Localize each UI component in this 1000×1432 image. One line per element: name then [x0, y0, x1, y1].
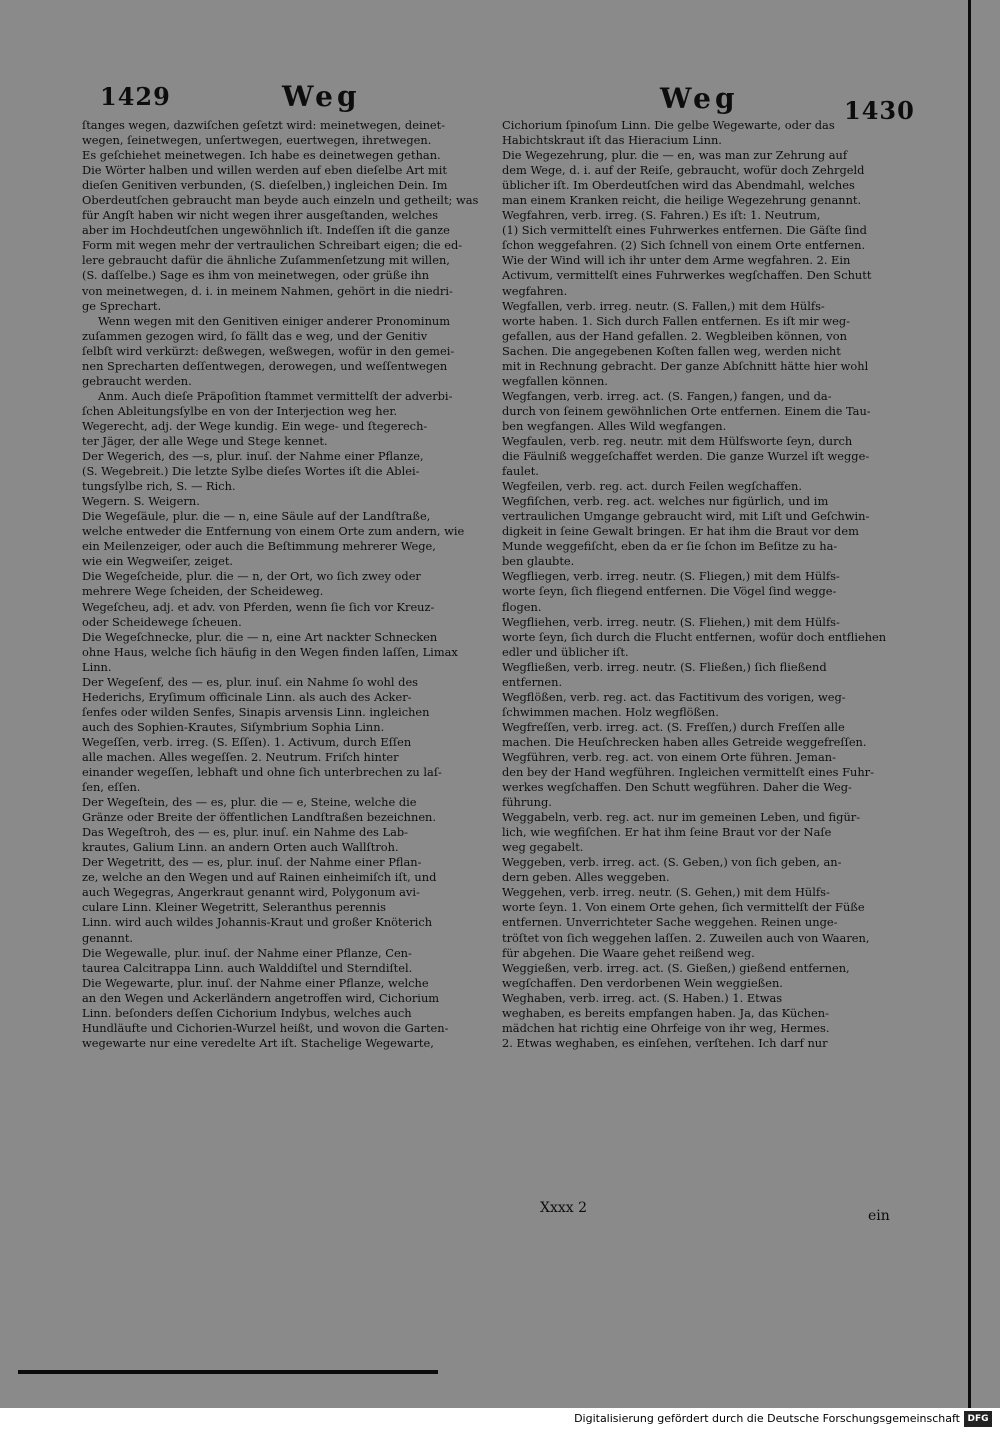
text-line: ge Sprechart.	[82, 298, 162, 313]
text-line: für abgehen. Die Waare gehet reißend weg.	[502, 945, 755, 960]
footer-credit: Digitalisierung gefördert durch die Deutsche Forschungsgemeinschaft	[574, 1412, 960, 1425]
text-line: Linn. beſonders deſſen Cichorium Indybus, welches auch	[82, 1005, 412, 1020]
text-line: Wegeſcheu, adj. et adv. von Pferden, wenn ſie ſich vor Kreuz-	[82, 599, 435, 614]
text-line: Es geſchiehet meinetwegen. Ich habe es deinetwegen gethan.	[82, 148, 441, 163]
text-line: ſchen Ableitungsſylbe en von der Interjection weg her.	[82, 403, 398, 418]
text-line: Linn.	[82, 659, 112, 674]
text-line: gefallen, aus der Hand gefallen. 2. Wegbleiben können, von	[502, 328, 847, 343]
text-line: von meinetwegen, d. i. in meinem Nahmen, gehört in die niedri-	[82, 283, 453, 298]
right-page-number: 1430	[844, 96, 915, 125]
text-line: worte haben. 1. Sich durch Fallen entfernen. Es iſt mir weg-	[502, 313, 851, 328]
text-line: lere gebraucht dafür die ähnliche Zuſammenſetzung mit willen,	[82, 253, 450, 268]
text-line: Die Wegeſäule, plur. die — n, eine Säule auf der Landſtraße,	[82, 509, 431, 524]
text-line: mit in Rechnung gebracht. Der ganze Abſchnitt hätte hier wohl	[502, 358, 869, 373]
text-line: edler und üblicher iſt.	[502, 644, 629, 659]
text-line: worte ſeyn, ſich durch die Flucht entfernen, wofür doch entfliehen	[502, 629, 887, 644]
text-line: entfernen.	[502, 674, 563, 689]
text-line: wegfahren.	[502, 283, 568, 298]
text-line: üblicher iſt. Im Oberdeutſchen wird das Abendmahl, welches	[502, 178, 855, 193]
text-line: culare Linn. Kleiner Wegetritt, Seleranthus perennis	[82, 900, 386, 915]
text-line: Wegflößen, verb. reg. act. das Factitivum des vorigen, weg-	[502, 689, 846, 704]
text-line: wegewarte nur eine veredelte Art iſt. Stachelige Wegewarte,	[82, 1035, 434, 1050]
text-line: zuſammen gezogen wird, ſo fällt das e weg, und der Genitiv	[82, 328, 428, 343]
text-line: führung.	[502, 795, 552, 810]
text-line: ſelbſt wird verkürzt: deßwegen, weßwegen, wofür in den gemei-	[82, 343, 455, 358]
right-running-head: Weg	[660, 82, 739, 115]
text-line: gebraucht werden.	[82, 373, 192, 388]
text-line: Weghaben, verb. irreg. act. (S. Haben.) 1. Etwas	[502, 990, 783, 1005]
text-line: ſen, eſſen.	[82, 780, 141, 795]
text-line: Activum, vermittelſt eines Fuhrwerkes wegſchaffen. Den Schutt	[502, 268, 872, 283]
text-line: worte ſeyn. 1. Von einem Orte gehen, ſich vermittelſt der Füße	[502, 900, 865, 915]
text-line: wegſchaffen. Den verdorbenen Wein weggießen.	[502, 975, 783, 990]
text-line: 2. Etwas weghaben, es einſehen, verſtehen. Ich darf nur	[502, 1035, 828, 1050]
text-line: Weggehen, verb. irreg. neutr. (S. Gehen,) mit dem Hülfs-	[502, 885, 830, 900]
text-line: ſchwimmen machen. Holz wegflößen.	[502, 704, 719, 719]
text-line: für Angſt haben wir nicht wegen ihrer ausgeſtanden, welches	[82, 208, 439, 223]
text-line: dern geben. Alles weggeben.	[502, 870, 670, 885]
text-line: entfernen. Unverrichteter Sache weggehen. Reinen unge-	[502, 915, 838, 930]
text-line: Weggeben, verb. irreg. act. (S. Geben,) von ſich geben, an-	[502, 855, 842, 870]
text-line: an den Wegen und Ackerländern angetroffen wird, Cichorium	[82, 990, 440, 1005]
text-line: mehrere Wege ſcheiden, der Scheideweg.	[82, 584, 324, 599]
text-line: aber im Hochdeutſchen ungewöhnlich iſt. Indeſſen iſt die ganze	[82, 223, 450, 238]
text-line: Wegfeilen, verb. reg. act. durch Feilen wegſchaffen.	[502, 479, 802, 494]
catchword: ein	[868, 1208, 890, 1224]
text-line: Wegeſſen, verb. irreg. (S. Eſſen). 1. Activum, durch Eſſen	[82, 734, 412, 749]
text-line: ſchon weggefahren. (2) Sich ſchnell von einem Orte entfernen.	[502, 238, 866, 253]
text-line: flogen.	[502, 599, 542, 614]
text-line: Weggießen, verb. irreg. act. (S. Gießen,) gießend entfernen,	[502, 960, 850, 975]
text-line: Wenn wegen mit den Genitiven einiger anderer Pronominum	[98, 313, 451, 328]
text-line: Wegführen, verb. reg. act. von einem Orte führen. Jeman-	[502, 749, 836, 764]
text-line: auch des Sophien-Krautes, Siſymbrium Sophia Linn.	[82, 719, 385, 734]
text-line: (S. daſſelbe.) Sage es ihm von meinetwegen, oder grüße ihn	[82, 268, 430, 283]
text-line: durch von ſeinem gewöhnlichen Orte entfernen. Einem die Tau-	[502, 403, 871, 418]
text-line: den bey der Hand wegführen. Ingleichen vermittelſt eines Fuhr-	[502, 765, 874, 780]
text-line: tungsſylbe rich, S. — Rich.	[82, 479, 236, 494]
text-line: Die Wegeſchnecke, plur. die — n, eine Art nackter Schnecken	[82, 629, 438, 644]
text-line: welche entweder die Entfernung von einem Orte zum andern, wie	[82, 524, 465, 539]
text-line: Weggabeln, verb. reg. act. nur im gemeinen Leben, und figür-	[502, 810, 861, 825]
text-line: ze, welche an den Wegen und auf Rainen einheimiſch iſt, und	[82, 870, 437, 885]
text-line: man einem Kranken reicht, die heilige Wegezehrung genannt.	[502, 193, 862, 208]
text-line: Der Wegeſtein, des — es, plur. die — e, Steine, welche die	[82, 795, 417, 810]
text-line: Habichtskraut iſt das Hieracium Linn.	[502, 133, 722, 148]
text-line: tröſtet von ſich weggehen laſſen. 2. Zuweilen auch von Waaren,	[502, 930, 870, 945]
text-line: lich, wie wegfiſchen. Er hat ihm ſeine Braut vor der Naſe	[502, 825, 832, 840]
left-page-number: 1429	[100, 82, 171, 111]
text-line: worte ſeyn, ſich fliegend entfernen. Die Vögel ſind wegge-	[502, 584, 837, 599]
text-line: dieſen Genitiven verbunden, (S. dieſelben,) ingleichen Dein. Im	[82, 178, 448, 193]
text-line: Hundläufte und Cichorien-Wurzel heißt, und wovon die Garten-	[82, 1020, 449, 1035]
text-line: ohne Haus, welche ſich häufig in den Wegen finden laſſen, Limax	[82, 644, 458, 659]
text-line: dem Wege, d. i. auf der Reiſe, gebraucht, wofür doch Zehrgeld	[502, 163, 865, 178]
left-text-column	[82, 118, 496, 1051]
text-line: wegen, ſeinetwegen, unſertwegen, euertwegen, ihretwegen.	[82, 133, 432, 148]
text-line: Munde weggefiſcht, eben da er ſie ſchon im Beſitze zu ha-	[502, 539, 838, 554]
text-line: digkeit in ſeine Gewalt bringen. Er hat ihm die Braut vor dem	[502, 524, 859, 539]
text-line: Wegfliehen, verb. irreg. neutr. (S. Fliehen,) mit dem Hülfs-	[502, 614, 840, 629]
text-line: ben wegfangen. Alles Wild wegfangen.	[502, 418, 727, 433]
text-line: nen Sprecharten deſſentwegen, derowegen, und weſſentwegen	[82, 358, 448, 373]
text-line: machen. Die Heuſchrecken haben alles Getreide weggefreſſen.	[502, 734, 867, 749]
text-line: ein Meilenzeiger, oder auch die Beſtimmung mehrerer Wege,	[82, 539, 436, 554]
text-line: Der Wegeſenf, des — es, plur. inuſ. ein Nahme ſo wohl des	[82, 674, 419, 689]
text-line: Wegfließen, verb. irreg. neutr. (S. Fließen,) ſich fließend	[502, 659, 827, 674]
text-line: Cichorium ſpinoſum Linn. Die gelbe Wegewarte, oder das	[502, 118, 835, 132]
text-line: werkes wegſchaffen. Den Schutt wegführen. Daher die Weg-	[502, 780, 852, 795]
text-line: wie ein Wegweiſer, zeiget.	[82, 554, 234, 569]
text-line: ben glaubte.	[502, 554, 575, 569]
text-line: die Fäulniß weggeſchaffet werden. Die ganze Wurzel iſt wegge-	[502, 449, 870, 464]
text-line: genannt.	[82, 930, 134, 945]
text-line: Die Wegewarte, plur. inuſ. der Nahme einer Pflanze, welche	[82, 975, 429, 990]
text-line: (1) Sich vermittelſt eines Fuhrwerkes entfernen. Die Gäſte ſind	[502, 223, 867, 238]
text-line: Form mit wegen mehr der vertraulichen Schreibart eigen; die ed-	[82, 238, 463, 253]
text-line: Das Wegeſtroh, des — es, plur. inuſ. ein Nahme des Lab-	[82, 825, 409, 840]
text-line: Wegfliegen, verb. irreg. neutr. (S. Fliegen,) mit dem Hülfs-	[502, 569, 840, 584]
text-line: Die Wegewalle, plur. inuſ. der Nahme einer Pflanze, Cen-	[82, 945, 412, 960]
text-line: weg gegabelt.	[502, 840, 584, 855]
text-line: taurea Calcitrappa Linn. auch Walddiſtel und Sterndiſtel.	[82, 960, 413, 975]
footer-bar	[0, 1408, 1000, 1432]
text-line: Der Wegerich, des —s, plur. inuſ. der Nahme einer Pflanze,	[82, 449, 424, 464]
text-line: weghaben, es bereits empfangen haben. Ja, das Küchen-	[502, 1005, 829, 1020]
text-line: Linn. wird auch wildes Johannis-Kraut und großer Knöterich	[82, 915, 433, 930]
text-line: Die Wegeſcheide, plur. die — n, der Ort, wo ſich zwey oder	[82, 569, 421, 584]
dfg-logo: DFG	[964, 1411, 992, 1427]
text-line: Gränze oder Breite der öffentlichen Landſtraßen bezeichnen.	[82, 810, 437, 825]
text-line: Wegfangen, verb. irreg. act. (S. Fangen,) fangen, und da-	[502, 388, 832, 403]
scan-edge-line	[968, 0, 971, 1408]
text-line: krautes, Galium Linn. an andern Orten auch Wallſtroh.	[82, 840, 399, 855]
text-line: vertraulichen Umgange gebraucht wird, mit Liſt und Geſchwin-	[502, 509, 870, 524]
text-line: Wegfreſſen, verb. irreg. act. (S. Freſſen,) durch Freſſen alle	[502, 719, 845, 734]
text-line: mädchen hat richtig eine Ohrfeige von ihr weg, Hermes.	[502, 1020, 830, 1035]
text-line: faulet.	[502, 464, 539, 479]
text-line: Wegfaulen, verb. reg. neutr. mit dem Hülfsworte ſeyn, durch	[502, 433, 853, 448]
text-line: oder Scheidewege ſcheuen.	[82, 614, 242, 629]
text-line: Wegern. S. Weigern.	[82, 494, 200, 509]
text-line: Die Wörter halben und willen werden auf eben dieſelbe Art mit	[82, 163, 447, 178]
text-line: alle machen. Alles wegeſſen. 2. Neutrum. Friſch hinter	[82, 749, 399, 764]
text-line: ſtanges wegen, dazwiſchen geſetzt wird: meinetwegen, deinet-	[82, 118, 446, 132]
text-line: Sachen. Die angegebenen Koſten fallen weg, werden nicht	[502, 343, 841, 358]
text-line: Der Wegetritt, des — es, plur. inuſ. der Nahme einer Pflan-	[82, 855, 422, 870]
text-line: Oberdeutſchen gebraucht man beyde auch einzeln und getheilt; was	[82, 193, 479, 208]
text-line: Hederichs, Eryſimum officinale Linn. als auch des Acker-	[82, 689, 412, 704]
text-line: ter Jäger, der alle Wege und Stege kennet.	[82, 433, 328, 448]
right-text-column	[502, 118, 920, 1051]
left-running-head: Weg	[282, 80, 361, 113]
text-line: Wegfiſchen, verb. reg. act. welches nur figürlich, und im	[502, 494, 829, 509]
text-line: Wegfallen, verb. irreg. neutr. (S. Fallen,) mit dem Hülfs-	[502, 298, 825, 313]
text-line: Wegfahren, verb. irreg. (S. Fahren.) Es iſt: 1. Neutrum,	[502, 208, 821, 223]
bottom-rule	[18, 1370, 438, 1374]
text-line: Die Wegezehrung, plur. die — en, was man zur Zehrung auf	[502, 148, 848, 163]
text-line: Anm. Auch dieſe Präpoſition ſtammet vermittelſt der adverbi-	[98, 388, 453, 403]
text-line: Wegerecht, adj. der Wege kundig. Ein wege- und ſtegerech-	[82, 418, 428, 433]
text-line: einander wegeſſen, lebhaft und ohne ſich unterbrechen zu laſ-	[82, 765, 442, 780]
text-line: (S. Wegebreit.) Die letzte Sylbe dieſes Wortes iſt die Ablei-	[82, 464, 420, 479]
signature-mark: Xxxx 2	[540, 1200, 588, 1216]
text-line: wegfallen können.	[502, 373, 608, 388]
text-line: Wie der Wind will ich ihr unter dem Arme wegfahren. 2. Ein	[502, 253, 851, 268]
text-line: ſenfes oder wilden Senfes, Sinapis arvensis Linn. ingleichen	[82, 704, 430, 719]
text-line: auch Wegegras, Angerkraut genannt wird, Polygonum avi-	[82, 885, 420, 900]
